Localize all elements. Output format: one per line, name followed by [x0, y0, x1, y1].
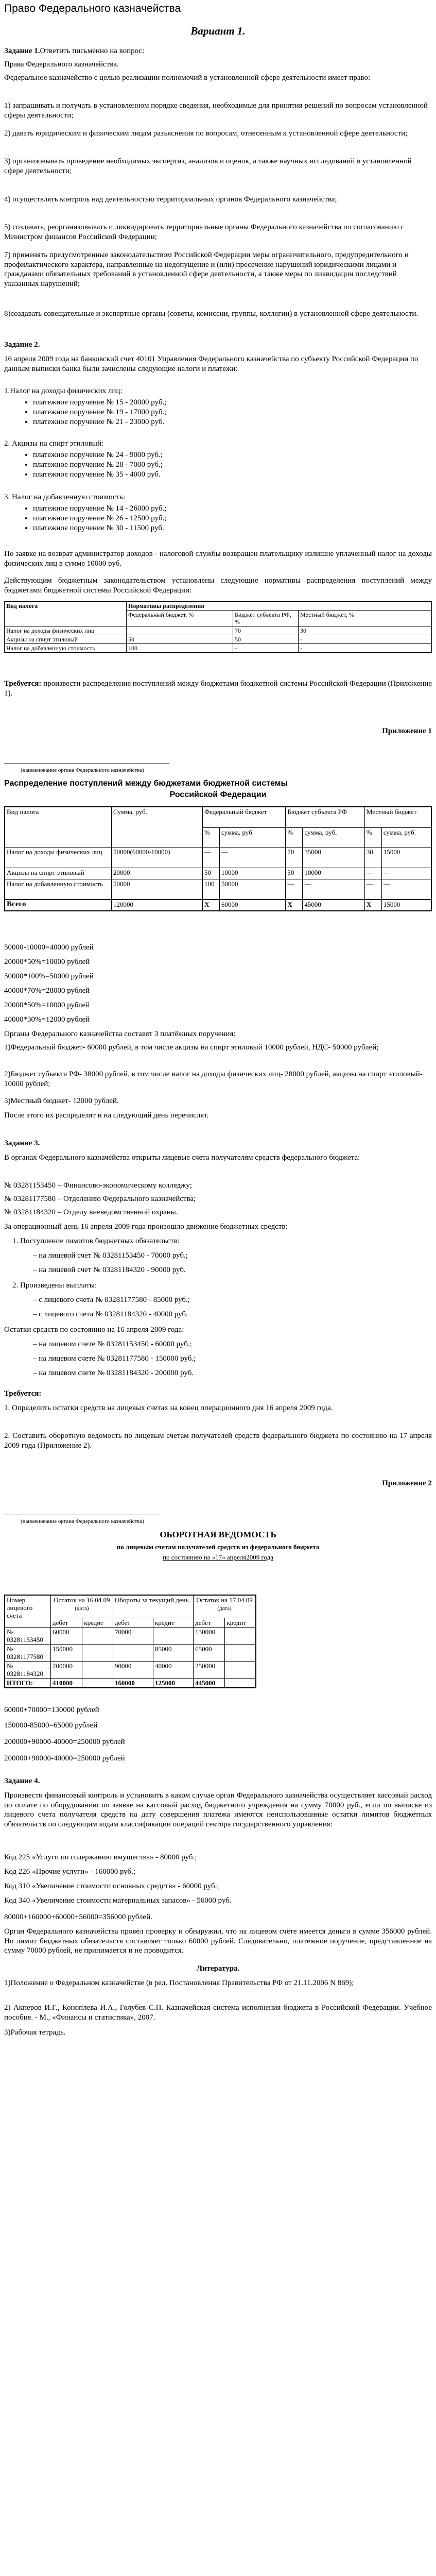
payment-order-item: • платежное поручение № 24 - 9000 руб.; — [33, 450, 432, 460]
task2-intro: 16 апреля 2009 года на банковский счет 40101 Управления Федерального казначейства по субъекту Российской Федерации по данным выписки банка были зачислены следующие налоги и платежи: — [4, 355, 418, 373]
dist-cell: 50 — [203, 868, 220, 879]
turnover-cell: 200000 — [51, 1661, 82, 1678]
appendix2-date: по состоянию на «17» апреля2009 года — [163, 1553, 273, 1561]
task2-s1-title: 1.Налог на доходы физических лиц: — [4, 387, 123, 395]
turnover-cell: № 03281153450 — [5, 1627, 51, 1644]
op-item: – с лицевого счета № 03281184320 - 40000 руб. — [33, 1310, 188, 1318]
calc1-line: 20000*50%=10000 рублей — [4, 1001, 90, 1009]
payment-order-item: • платежное поручение № 28 - 7000 руб.; — [33, 460, 432, 470]
balance-item: – на лицевом счете № 03281177580 - 150000 руб.; — [33, 1354, 196, 1363]
turnover-cell: 150000 — [51, 1644, 82, 1661]
op-item: – на лицевой счет № 03281184320 - 90000 руб. — [33, 1266, 186, 1274]
norms-header-reg: Бюджет субъекта РФ, % — [233, 611, 299, 626]
dist-cell: 70 — [286, 847, 303, 868]
dist-cell: 50000(60000-10000) — [112, 847, 203, 868]
dist-total-label: Всего — [5, 900, 112, 911]
dist-total-reg: 45000 — [303, 900, 365, 911]
task1-item: 7) применять предусмотренные законодательством Российской Федерации меры ограничительного, предупредительного и профилактического характера, направленные на недопущение и (или) пресечение нарушений юридическими лицами и гражданами обязательных требований в установленной сфере деятельности, а также меры по ликвидации последствий указанных нарушений; — [4, 251, 409, 288]
distribution-table — [4, 806, 432, 911]
dist-header-amt: сумма, руб. — [220, 827, 286, 847]
norms-row — [5, 644, 432, 653]
literature-label: Литература. — [196, 1964, 240, 1973]
payment-order-item: • платежное поручение № 15 - 20000 руб.; — [33, 398, 432, 408]
norms-cell — [127, 626, 233, 635]
norms-row — [5, 635, 432, 644]
turnover-header-credit: кредит — [153, 1618, 193, 1627]
op-item: – на лицевой счет № 03281153450 - 70000 руб.; — [33, 1251, 188, 1260]
turnover-cell — [82, 1661, 113, 1678]
dist-total-fed: 60000 — [220, 900, 286, 911]
dist-cell: — — [303, 879, 365, 900]
dist-total-x: Х — [203, 900, 220, 911]
task2-refund-paragraph: По заявке на возврат администратор доходов - налоговой службы возвращен плательщику излишне уплаченный налог на доходы физических лиц в сумме 10000 руб. — [4, 550, 432, 568]
turnover-cell: № 03281184320 — [5, 1661, 51, 1678]
calc1-line: 50000-10000=40000 рублей — [4, 943, 94, 952]
turnover-row — [5, 1661, 256, 1678]
task1-item: 3) организовывать проведение необходимых экспертиз, анализов и оценок, а также научных исследований в установленной сфере деятельности; — [4, 157, 412, 175]
task1-label: Задание 1. — [4, 47, 40, 55]
turnover-header-date: (дата) — [217, 1605, 232, 1612]
result1-item: 1)Федеральный бюджет- 60000 рублей, в том числе акцизы на спирт этиловый 10000 рублей, НДС- 50000 рублей; — [4, 1043, 379, 1052]
norms-cell: - — [299, 635, 432, 644]
variant-heading: Вариант 1. — [190, 25, 246, 37]
turnover-cell — [153, 1627, 193, 1644]
dist-cell: — — [381, 879, 431, 900]
payment-order-item: • платежное поручение № 14 - 26000 руб.; — [33, 504, 432, 514]
norms-cell: Налог на добавленную стоимость — [5, 644, 127, 653]
task3-op1: 1. Поступление лимитов бюджетных обязательств: — [12, 1237, 180, 1245]
task4-text: Произвести финансовый контроль и установить в каком случае орган Федерального казначейства осуществляет кассовый расход по оплате по оборудованию по заявке на кассовый расход бюджетного учреждения на сумму 70000 руб., если по выписке из лицевого счета получателя средств на дату совершения платежа имеются неиспользованные остатки лимитов бюджетных обязательств по следующим кодам классификации операций сектора государственного управления: — [4, 1791, 432, 1828]
turnover-table — [4, 1595, 256, 1688]
norms-cell: 50 — [127, 635, 233, 644]
norms-header-fed: Федеральный бюджет, % — [127, 611, 233, 626]
turnover-total-cell: 445000 — [194, 1678, 225, 1688]
calc1-line: 40000*70%=28000 рублей — [4, 987, 90, 995]
code-item: Код 226 «Прочие услуги» - 160000 руб.; — [4, 1868, 136, 1876]
task3-balances-intro: Остатки средств по состоянию на 16 апреля 2009 года: — [4, 1326, 184, 1334]
turnover-cell: 130000 — [194, 1627, 225, 1644]
literature-item: 2) Акперов И.Г., Коноплева И.А., Голубев С.П. Казначейская система исполнения бюджета в Российской Федерации. Учебное пособие. - М., «Финансы и статистика», 2007. — [4, 2004, 432, 2022]
result1-item: 3)Местный бюджет- 12000 рублей. — [4, 1097, 119, 1105]
norms-cell: Налог на доходы физических лиц — [5, 626, 127, 635]
turnover-cell: 85000 — [153, 1644, 193, 1661]
turnover-total-label: ИТОГО: — [5, 1678, 51, 1688]
task3-op2: 2. Произведены выплаты: — [12, 1281, 97, 1290]
site-title: Право Федерального казначейства — [4, 3, 181, 14]
dist-cell: — — [364, 868, 381, 879]
dist-header-amt: сумма, руб. — [303, 827, 365, 847]
norms-cell: 100 — [127, 644, 233, 653]
dist-cell: Акцизы на спирт этиловый — [5, 868, 112, 879]
code-item: Код 340 «Увеличение стоимости материальных запасов» - 56000 руб. — [4, 1896, 232, 1905]
turnover-header-credit: кредит — [225, 1618, 256, 1627]
task2-s3-title: 3. Налог на добавленную стоимость: — [4, 493, 126, 501]
turnover-header-close — [194, 1595, 256, 1618]
norms-cell: 30 — [299, 626, 432, 635]
account-item: № 03281177580 – Отделению Федерального казначейства; — [4, 1195, 196, 1203]
task1-question: Ответить письменно на вопрос: — [40, 47, 145, 55]
turnover-total-cell: 410000 — [51, 1678, 82, 1688]
account-item: № 03281184320 – Отделу вневедомственной охраны. — [4, 1208, 178, 1216]
calc2-line: 200000+90000-40000=250000 рублей — [4, 1754, 125, 1762]
payment-order-item: • платежное поручение № 35 - 4000 руб. — [33, 470, 432, 480]
turnover-header-turn: Обороты за текущий день — [113, 1595, 193, 1618]
appendix1-org-caption: (наименование органа Федерального казначейства) — [21, 767, 144, 773]
task4-calc: 80000+160000+60000+56000=356000 рублей. — [4, 1913, 152, 1921]
balance-item: – на лицевом счете № 03281184320 - 200000 руб. — [33, 1369, 194, 1377]
turnover-total-cell: __ — [225, 1678, 256, 1688]
turnover-header-acc: Номер лицевого счета — [5, 1595, 51, 1627]
norms-header-loc: Местный бюджет, % — [299, 611, 432, 626]
turnover-header-date: (дата) — [75, 1605, 89, 1612]
balance-item: – на лицевом счете № 03281153450 - 60000 руб.; — [33, 1340, 192, 1348]
dist-cell: 50000 — [112, 879, 203, 900]
norms-cell: - — [299, 644, 432, 653]
dist-header-reg: Бюджет субъекта РФ — [286, 807, 365, 827]
turnover-cell — [113, 1644, 153, 1661]
dist-cell: 50000 — [220, 879, 286, 900]
dist-header-tax: Вид налога — [5, 807, 112, 847]
dist-cell: Налог на доходы физических лиц — [5, 847, 112, 868]
task3-intro: В органах Федерального казначейства открыты лицевые счета получателям средств федерального бюджета: — [4, 1154, 360, 1162]
dist-header-pct: % — [286, 827, 303, 847]
turnover-total-cell — [82, 1678, 113, 1688]
dist-cell: 10000 — [303, 868, 365, 879]
appendix1-label: Приложение 1 — [382, 727, 432, 735]
norms-header-tax: Вид налога — [5, 602, 127, 626]
turnover-header-debit: дебет — [194, 1618, 225, 1627]
result1-note: После этого их распределят и на следующий день перечислят. — [4, 1111, 209, 1120]
turnover-cell: __ — [225, 1644, 256, 1661]
turnover-cell: № 03281177580 — [5, 1644, 51, 1661]
dist-cell: — — [381, 868, 431, 879]
calc1-line: 50000*100%=50000 рублей — [4, 972, 94, 980]
task1-item: 2) давать юридическим и физическим лицам разъяснения по вопросам, отнесенным к установленной сфере деятельности; — [4, 129, 408, 138]
task3-req2: 2. Составить оборотную ведомость по лицевым счетам получателей средств федерального бюджета по состоянию на 17 апреля 2009 года (Приложение 2). — [4, 1432, 432, 1450]
turnover-cell — [82, 1644, 113, 1661]
turnover-row — [5, 1627, 256, 1644]
task3-ops-intro: За операционный день 16 апреля 2009 года произошло движение бюджетных средств: — [4, 1223, 288, 1231]
turnover-cell: 250000 — [194, 1661, 225, 1678]
dist-cell: 20000 — [112, 868, 203, 879]
dist-total-x: Х — [364, 900, 381, 911]
task2-requirement — [4, 679, 432, 698]
norms-cell: Акцизы на спирт этиловый — [5, 635, 127, 644]
dist-total-loc: 15000 — [381, 900, 431, 911]
turnover-cell: __ — [225, 1627, 256, 1644]
task1-item: 1) запрашивать и получать в установленном порядке сведения, необходимые для принятия решений по вопросам установленной сферы деятельности; — [4, 101, 428, 120]
turnover-cell: __ — [225, 1661, 256, 1678]
appendix2-org-caption: (наименование органа Федерального казначейства) — [21, 1518, 144, 1524]
calc1-line: 20000*50%=10000 рублей — [4, 958, 90, 966]
norms-table — [4, 601, 432, 653]
dist-header-pct: % — [364, 827, 381, 847]
norms-cell: 70 — [233, 626, 299, 635]
turnover-total-row — [5, 1678, 256, 1688]
task2-s1-list — [4, 398, 432, 427]
dist-cell: 50 — [286, 868, 303, 879]
task3-req1: 1. Определить остатки средств на лицевых счетах на конец операционного дня 16 апреля 2009 года. — [4, 1404, 333, 1412]
task1-item: 8)создавать совещательные и экспертные органы (советы, комиссии, группы, коллегии) в установленной сфере деятельности. — [4, 310, 418, 318]
task3-req-label: Требуется: — [4, 1389, 42, 1398]
dist-cell: Налог на добавленную стоимость — [5, 879, 112, 900]
task2-req-label: Требуется: — [4, 680, 42, 688]
turnover-total-cell: 125000 — [153, 1678, 193, 1688]
dist-total-row — [5, 900, 431, 911]
appendix1-title2: Российской Федерации — [169, 790, 267, 799]
turnover-cell: 90000 — [113, 1661, 153, 1678]
literature-item: 1)Положение о Федеральном казначействе (в ред. Постановления Правительства РФ от 21.11.2006 N 869); — [4, 1979, 354, 1987]
turnover-cell — [82, 1627, 113, 1644]
turnover-cell: 65000 — [194, 1644, 225, 1661]
turnover-header-debit: дебет — [113, 1618, 153, 1627]
result1-item: 2)Бюджет субъекта РФ- 38000 рублей, в том числе налог на доходы физических лиц- 28000 рублей, акцизы на спирт этиловый- 10000 рублей; — [4, 1070, 423, 1088]
calc2-line: 60000+70000=130000 рублей — [4, 1706, 99, 1714]
task2-req-text: произвести распределение поступлений между бюджетами бюджетной системы Российской Федерации (Приложение 1). — [4, 680, 432, 698]
dist-header-fed: Федеральный бюджет — [203, 807, 286, 827]
appendix2-label: Приложение 2 — [382, 1479, 432, 1487]
turnover-row — [5, 1644, 256, 1661]
turnover-header-close-text: Остаток на 17.04.09 — [196, 1596, 253, 1604]
task2-s2-title: 2. Акцизы на спирт этиловый: — [4, 439, 104, 448]
norms-row — [5, 626, 432, 635]
payment-order-item: • платежное поручение № 30 - 11500 руб. — [33, 523, 432, 533]
appendix2-title: ОБОРОТНАЯ ВЕДОМОСТЬ — [160, 1530, 276, 1539]
dist-header-pct: % — [203, 827, 220, 847]
dist-cell: — — [286, 879, 303, 900]
appendix1-title: Распределение поступлений между бюджетами бюджетной системы — [4, 779, 288, 788]
turnover-cell: 70000 — [113, 1627, 153, 1644]
norms-header-group: Нормативы распределения — [127, 602, 432, 611]
calc2-line: 200000+90000-40000=250000 рублей — [4, 1738, 125, 1746]
code-item: Код 225 «Услуги по содержанию имущества» - 80000 руб.; — [4, 1853, 197, 1861]
dist-row — [5, 868, 431, 879]
dist-row — [5, 847, 431, 868]
task1-topic: Права Федерального казначейства. — [4, 60, 119, 69]
task2-law-paragraph: Действующим бюджетным законодательством установлены следующие нормативы распределения поступлений между бюджетами бюджетной системы Российской Федерации: — [4, 577, 432, 595]
dist-row — [5, 879, 431, 900]
dist-total-sum: 120000 — [112, 900, 203, 911]
task4-answer: Орган Федерального казначейства провёл проверку и обнаружил, что на лицевом счёте имеется деньги в сумме 356000 рублей. Но лимит бюджетных обязательств составляет только 60000 рублей. Следовательно, платежное поручение, представленное на сумму 70000 рублей, не принимается и не проводится. — [4, 1927, 432, 1955]
dist-cell: 10000 — [220, 868, 286, 879]
account-item: № 03281153450 – Финансово-экономическому колледжу; — [4, 1181, 192, 1190]
calc2-line: 150000-85000=65000 рублей — [4, 1721, 98, 1730]
literature-item: 3)Рабочая тетрадь. — [4, 2028, 66, 2037]
task2-s2-list — [4, 450, 432, 480]
task1-item: 5) создавать, реорганизовывать и ликвидировать территориальные органы Федерального казначейства по согласованию с Министром финансов Российской Федерации; — [4, 223, 405, 241]
task2-s3-list — [4, 504, 432, 533]
turnover-total-cell: 160000 — [113, 1678, 153, 1688]
payment-order-item: • платежное поручение № 26 - 12500 руб.; — [33, 514, 432, 523]
turnover-header-debit: дебет — [51, 1618, 82, 1627]
payment-order-item: • платежное поручение № 21 - 23000 руб. — [33, 417, 432, 427]
payment-order-item: • платежное поручение № 19 - 17000 руб.; — [33, 408, 432, 417]
dist-cell: 35000 — [303, 847, 365, 868]
dist-cell: — — [364, 879, 381, 900]
task1-intro: Федеральное казначейство с целью реализации полномочий в установленной сфере деятельности имеет право: — [4, 74, 371, 82]
dist-header-sum: Сумма, руб. — [112, 807, 203, 847]
calc1-line: 40000*30%=12000 рублей — [4, 1015, 90, 1024]
norms-cell: 50 — [233, 635, 299, 644]
dist-header-loc: Местный бюджет — [364, 807, 431, 827]
dist-header-amt: сумма, руб. — [381, 827, 431, 847]
result1-intro: Органы Федерального казначейства составят 3 платёжных поручения: — [4, 1030, 236, 1038]
task3-label: Задание 3. — [4, 1139, 40, 1147]
dist-total-x: Х — [286, 900, 303, 911]
appendix2-subtitle: по лицевым счетам получателей средств из федерального бюджета — [116, 1543, 320, 1551]
turnover-cell: 60000 — [51, 1627, 82, 1644]
dist-cell: — — [203, 847, 220, 868]
dist-cell: — — [220, 847, 286, 868]
task1-item: 4) осуществлять контроль над деятельностью территориальных органов Федерального казначейства; — [4, 195, 337, 204]
turnover-header-open-text: Остаток на 16.04.09 — [54, 1596, 110, 1604]
turnover-header-credit: кредит — [82, 1618, 113, 1627]
task1-heading — [4, 46, 432, 56]
turnover-header-open — [51, 1595, 113, 1618]
dist-cell: 100 — [203, 879, 220, 900]
norms-cell: - — [233, 644, 299, 653]
turnover-cell: 40000 — [153, 1661, 193, 1678]
task2-label: Задание 2. — [4, 341, 40, 349]
dist-cell: 15000 — [381, 847, 431, 868]
code-item: Код 310 «Увеличение стоимости основных средств» - 60000 руб.; — [4, 1882, 219, 1890]
op-item: – с лицевого счета № 03281177580 - 85000 руб.; — [33, 1296, 190, 1304]
dist-cell: 30 — [364, 847, 381, 868]
task4-label: Задание 4. — [4, 1777, 40, 1785]
